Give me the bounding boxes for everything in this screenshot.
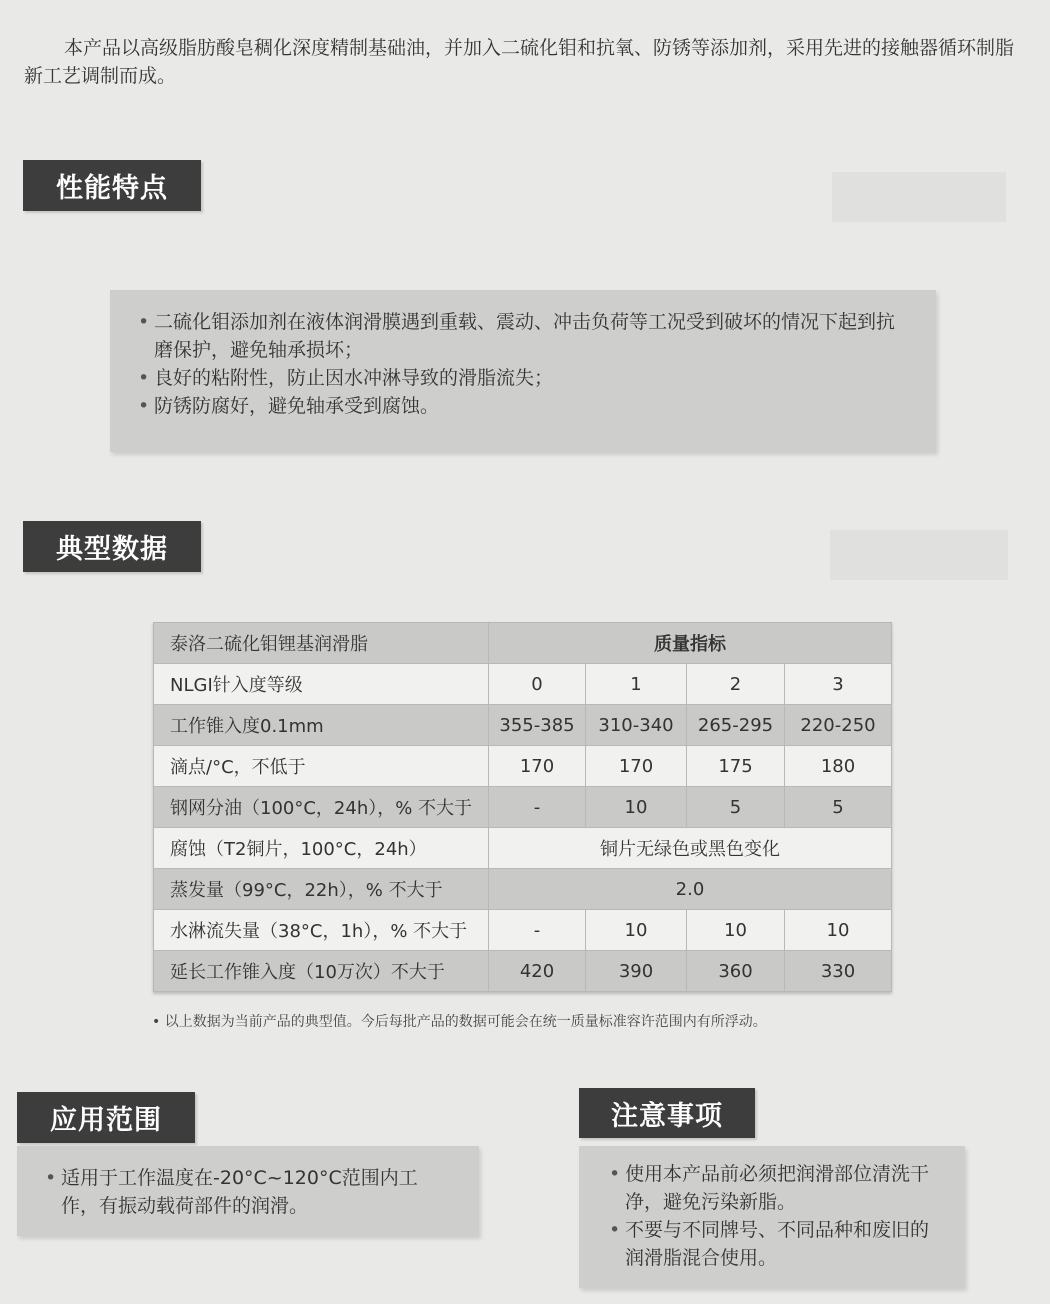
table-cell: 390: [586, 951, 687, 992]
row-label: NLGI针入度等级: [154, 664, 489, 705]
application-box: [17, 1146, 479, 1236]
spec-table: [153, 622, 892, 992]
table-cell: 220-250: [785, 705, 892, 746]
list-item: • 良好的粘附性，防止因水冲淋导致的滑脂流失；: [138, 364, 908, 392]
cautions-box: [579, 1146, 965, 1288]
data-heading: [23, 521, 201, 572]
features-heading-text: 性能特点: [56, 173, 168, 204]
list-item: • 使用本产品前必须把润滑部位清洗干净，避免污染新脂。: [609, 1160, 939, 1216]
application-heading: [17, 1092, 195, 1143]
row-label: 钢网分油（100°C，24h），% 不大于: [154, 787, 489, 828]
product-name-cell: 泰洛二硫化钼锂基润滑脂: [154, 623, 489, 664]
cautions-heading: [579, 1088, 755, 1138]
table-row: [154, 828, 892, 869]
table-cell: 5: [687, 787, 785, 828]
table-cell: 10: [586, 910, 687, 951]
intro-text: 本产品以高级脂肪酸皂稠化深度精制基础油，并加入二硫化钼和抗氧、防锈等添加剂，采用先进的接触器循环制脂新工艺调制而成。: [24, 37, 1015, 87]
table-cell: 265-295: [687, 705, 785, 746]
table-cell: 420: [489, 951, 586, 992]
table-row: [154, 705, 892, 746]
table-cell: 3: [785, 664, 892, 705]
features-list: [138, 308, 908, 420]
table-cell: 310-340: [586, 705, 687, 746]
table-header-row: [154, 623, 892, 664]
table-footnote: [152, 1011, 767, 1031]
table-cell: 170: [489, 746, 586, 787]
table-row: [154, 787, 892, 828]
list-item: • 二硫化钼添加剂在液体润滑膜遇到重载、震动、冲击负荷等工况受到破坏的情况下起到抗磨保护，避免轴承损坏；: [138, 308, 908, 364]
row-label: 工作锥入度0.1mm: [154, 705, 489, 746]
faded-tag-decoration: [830, 530, 1008, 580]
bullet-glyph: •: [152, 1014, 165, 1030]
table-row: [154, 869, 892, 910]
table-cell: 330: [785, 951, 892, 992]
table-cell: 355-385: [489, 705, 586, 746]
table-cell: 170: [586, 746, 687, 787]
data-heading-text: 典型数据: [56, 534, 168, 565]
faded-tag-decoration: [832, 172, 1006, 222]
merged-cell: 2.0: [489, 869, 892, 910]
row-label: 蒸发量（99°C，22h），% 不大于: [154, 869, 489, 910]
row-label: 腐蚀（T2铜片，100°C，24h）: [154, 828, 489, 869]
features-heading: [23, 160, 201, 211]
table-cell: 0: [489, 664, 586, 705]
table-cell: 10: [785, 910, 892, 951]
footnote-text: 以上数据为当前产品的典型值。今后每批产品的数据可能会在统一质量标准容许范围内有所浮动。: [164, 1014, 767, 1030]
table-row: [154, 664, 892, 705]
intro-paragraph: [24, 34, 1024, 90]
table-cell: 1: [586, 664, 687, 705]
features-box: [110, 290, 936, 452]
table-cell: -: [489, 910, 586, 951]
merged-cell: 铜片无绿色或黑色变化: [489, 828, 892, 869]
application-heading-text: 应用范围: [50, 1105, 162, 1136]
cautions-list: [609, 1160, 939, 1272]
table-cell: 180: [785, 746, 892, 787]
table-cell: 175: [687, 746, 785, 787]
table-cell: 5: [785, 787, 892, 828]
table-cell: 10: [586, 787, 687, 828]
row-label: 水淋流失量（38°C，1h），% 不大于: [154, 910, 489, 951]
table-row: [154, 910, 892, 951]
row-label: 滴点/°C，不低于: [154, 746, 489, 787]
table-cell: 10: [687, 910, 785, 951]
quality-header-cell: 质量指标: [489, 623, 892, 664]
list-item: • 适用于工作温度在-20°C~120°C范围内工作，有振动载荷部件的润滑。: [45, 1164, 450, 1220]
list-item: • 防锈防腐好，避免轴承受到腐蚀。: [138, 392, 908, 420]
table-cell: 2: [687, 664, 785, 705]
cautions-heading-text: 注意事项: [611, 1100, 723, 1132]
table-cell: -: [489, 787, 586, 828]
application-list: [45, 1164, 450, 1220]
list-item: • 不要与不同牌号、不同品种和废旧的润滑脂混合使用。: [609, 1216, 939, 1272]
table-row: [154, 951, 892, 992]
table-row: [154, 746, 892, 787]
table-cell: 360: [687, 951, 785, 992]
row-label: 延长工作锥入度（10万次）不大于: [154, 951, 489, 992]
